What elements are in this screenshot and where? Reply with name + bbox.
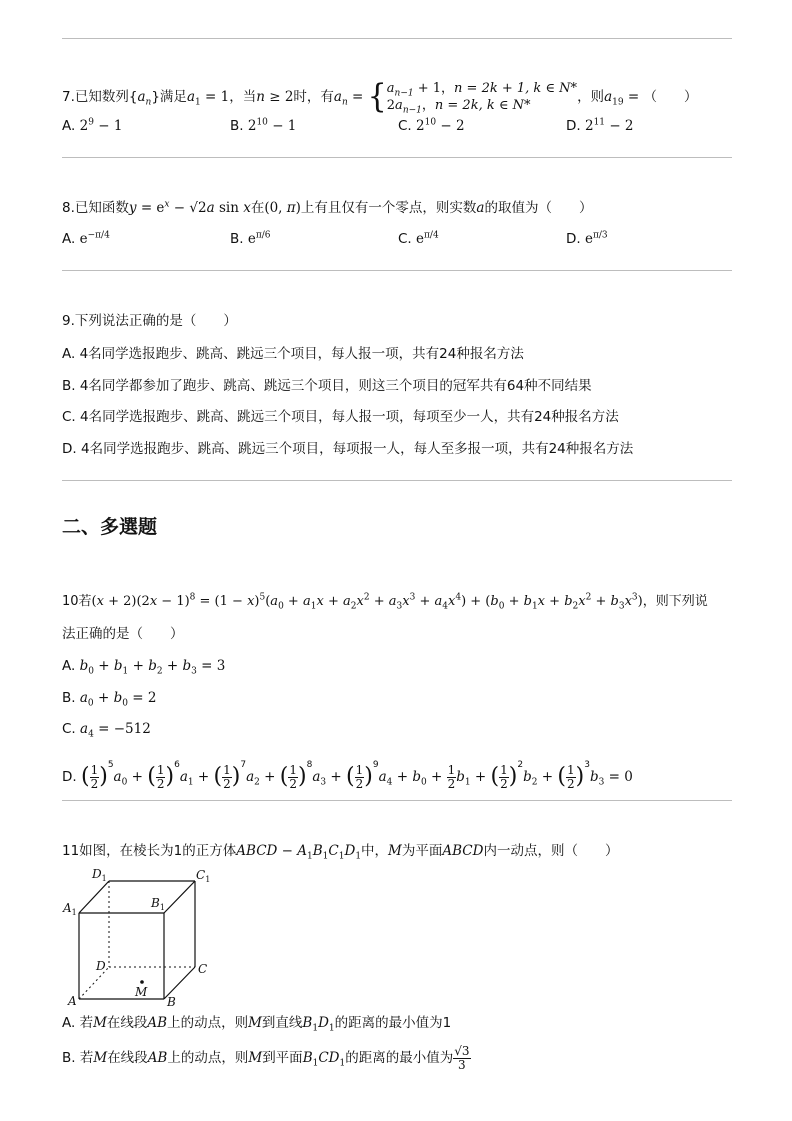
q10-stem-line1: 10若$(x + 2)(2x - 1)^8 = (1 - x)^5(a_0 + a_1x + a_2x^2 + a_3x^3 + a_4x^4) + (b_0 + b_1x + b_2x^2 + b_3x^3)$，则下列说 (62, 592, 708, 612)
cube-figure (60, 866, 220, 1008)
point-m (140, 980, 144, 984)
q11-option-a[interactable]: A. 若M在线段AB上的动点，则M到直线$B_1D_1$的距离的最小值为1 (62, 1015, 452, 1034)
q11-option-b[interactable]: B. 若M在线段AB上的动点，则M到平面$B_1CD_1$的距离的最小值为 $\frac{√3}{3}$ (62, 1043, 470, 1072)
label-c: C (198, 962, 208, 976)
q11-stem: 11如图，在棱长为1的正方体ABCD − $A_1B_1C_1D_1$中，M为平面ABCD内一动点，则（ ） (62, 843, 619, 862)
q10-option-c[interactable]: C. $a_4 = -512$ (62, 721, 151, 740)
q7-option-a[interactable]: A. $2^9 - 1$ (62, 117, 123, 134)
label-b: B (167, 995, 176, 1008)
q7-option-b[interactable]: B. $2^{10} - 1$ (230, 117, 297, 134)
q10-stem-line2: 法正确的是（ ） (62, 626, 184, 642)
q8-option-b[interactable]: B. $e^{\pi/6}$ (230, 230, 271, 247)
q7-option-d[interactable]: D. $2^{11} - 2$ (566, 117, 634, 134)
q10-option-b[interactable]: B. $a_0 + b_0 = 2$ (62, 690, 157, 709)
divider-q7 (62, 157, 732, 158)
q9-stem: 9.下列说法正确的是（ ） (62, 313, 237, 329)
q10-option-a[interactable]: A. $b_0 + b_1 + b_2 + b_3 = 3$ (62, 658, 226, 677)
label-a: A (68, 994, 77, 1008)
q7-option-c[interactable]: C. $2^{10} - 2$ (398, 117, 465, 134)
q7-stem: 7.已知数列$\{a_n\}$满足$a_1 = 1$，当n ≥ 2时，有$a_n = \{a_{n-1} + 1$，n = 2k + 1, k ∈ N* $2a_{n-1}$，n = 2k, k ∈ N*，则$a_{19}$ = （ ） (62, 77, 698, 116)
edge-b1c1 (164, 881, 195, 913)
divider-q9 (62, 480, 732, 481)
q8-stem: 8.已知函数$y = e^x - √2a$ sin x在(0, π)上有且仅有一个零点，则实数a的取值为（ ） (62, 199, 593, 216)
edge-a1d1 (79, 881, 109, 913)
q8-option-c[interactable]: C. $e^{\pi/4}$ (398, 230, 439, 247)
q10-option-d[interactable]: D. ( $\frac{1}{2}$ )$^5a_0$ + ( $\frac{1}{2}$ )$^6a_1$ + ( $\frac{1}{2}$ )$^7a_2$ + ( $\frac{1}{2}$ )$^8a_3$ + ( $\frac{1}{2}$ )$^9a_4 + b_0$ + $\frac{1}{2}$ $b_1$ + ( $\frac{1}{2}$ )$^2b_2$ + ( $\frac{1}{2}$ )$^3b_3 = 0$ (62, 760, 633, 791)
q7-piecewise: $a_{n-1} + 1$，n = 2k + 1, k ∈ N* $2a_{n-1}$，n = 2k, k ∈ N* (386, 81, 578, 116)
q9-option-c[interactable]: C. 4名同学选报跑步、跳高、跳远三个项目，每人报一项，每项至少一人，共有24种报名方法 (62, 409, 619, 425)
q9-option-a[interactable]: A. 4名同学选报跑步、跳高、跳远三个项目，每人报一项，共有24种报名方法 (62, 346, 524, 362)
label-a1: $A_1$ (63, 901, 77, 917)
q9-option-d[interactable]: D. 4名同学选报跑步、跳高、跳远三个项目，每项报一人，每人至多报一项，共有24种报名方法 (62, 441, 634, 457)
q9-option-b[interactable]: B. 4名同学都参加了跑步、跳高、跳远三个项目，则这三个项目的冠军共有64种不同结果 (62, 378, 592, 394)
divider-q8 (62, 270, 732, 271)
label-m: M (135, 985, 148, 999)
label-b1: $B_1$ (151, 896, 165, 912)
divider-q10 (62, 800, 732, 801)
label-c1: $C_1$ (196, 868, 211, 884)
label-d1: $D_1$ (92, 867, 107, 883)
divider-top (62, 38, 732, 39)
q8-option-a[interactable]: A. $e^{-\pi/4}$ (62, 230, 110, 247)
q8-option-d[interactable]: D. $e^{\pi/3}$ (566, 230, 608, 247)
section-title: 二、多選题 (62, 516, 158, 538)
label-d: D (96, 959, 106, 973)
